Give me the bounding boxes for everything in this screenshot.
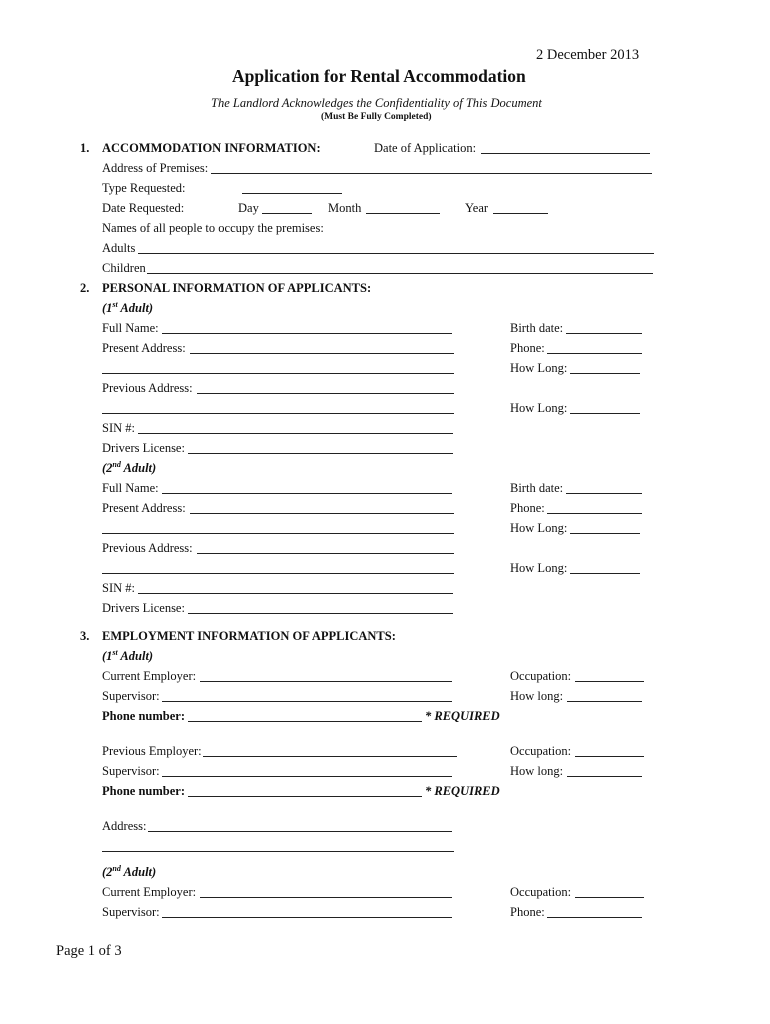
- day-label: Day: [238, 201, 259, 215]
- supervisor-label: Supervisor:: [102, 764, 160, 778]
- adult-1-current-employer-field[interactable]: [200, 681, 452, 682]
- required-marker: * REQUIRED: [425, 709, 500, 723]
- adult-2-employer-phone-field[interactable]: [547, 917, 642, 918]
- how-long-label: How Long:: [510, 521, 568, 535]
- current-employer-label: Current Employer:: [102, 669, 197, 683]
- how-long-label: How Long:: [510, 401, 568, 415]
- section-3-heading: EMPLOYMENT INFORMATION OF APPLICANTS:: [102, 629, 396, 643]
- adult-2-phone-field[interactable]: [547, 513, 642, 514]
- employment-adult-1-subheading: (1st Adult): [102, 647, 154, 663]
- date-of-application-field[interactable]: [481, 153, 650, 154]
- required-marker: * REQUIRED: [425, 784, 500, 798]
- adult-1-drivers-license-field[interactable]: [188, 453, 453, 454]
- adult-2-subheading: (2nd Adult): [102, 459, 157, 475]
- current-employer-label: Current Employer:: [102, 885, 197, 899]
- adult-1-present-how-long-field[interactable]: [570, 373, 640, 374]
- full-name-label: Full Name:: [102, 481, 159, 495]
- section-2-heading: PERSONAL INFORMATION OF APPLICANTS:: [102, 281, 372, 295]
- adult-1-previous-employer-field[interactable]: [203, 756, 457, 757]
- confidentiality-subtitle: The Landlord Acknowledges the Confidentiality of This Document: [211, 96, 542, 110]
- drivers-license-label: Drivers License:: [102, 601, 185, 615]
- adult-2-previous-address-line-2[interactable]: [102, 573, 454, 574]
- present-address-label: Present Address:: [102, 501, 186, 515]
- adult-1-sin-field[interactable]: [138, 433, 453, 434]
- birth-date-label: Birth date:: [510, 321, 564, 335]
- phone-number-label: Phone number:: [102, 784, 185, 798]
- occupation-label: Occupation:: [510, 744, 572, 758]
- adult-1-previous-supervisor-field[interactable]: [162, 776, 452, 777]
- adult-1-previous-occupation-field[interactable]: [575, 756, 644, 757]
- phone-label: Phone:: [510, 341, 545, 355]
- phone-number-label: Phone number:: [102, 709, 185, 723]
- occupation-label: Occupation:: [510, 885, 572, 899]
- adult-1-previous-address-field[interactable]: [197, 393, 454, 394]
- adult-1-previous-how-long-field[interactable]: [567, 776, 642, 777]
- employment-adult-2-subheading: (2nd Adult): [102, 863, 157, 879]
- adult-2-present-address-line-2[interactable]: [102, 533, 454, 534]
- adult-2-supervisor-field[interactable]: [162, 917, 452, 918]
- adult-2-previous-address-field[interactable]: [197, 553, 454, 554]
- page-number: Page 1 of 3: [56, 943, 122, 959]
- how-long-label: How long:: [510, 764, 564, 778]
- adult-1-previous-employer-phone-field[interactable]: [188, 796, 422, 797]
- section-2-number: 2.: [80, 281, 90, 295]
- month-field[interactable]: [366, 213, 440, 214]
- adult-1-occupation-field[interactable]: [575, 681, 644, 682]
- how-long-label: How Long:: [510, 561, 568, 575]
- children-field[interactable]: [147, 273, 653, 274]
- address-label: Address:: [102, 819, 147, 833]
- section-1-number: 1.: [80, 141, 90, 155]
- adult-2-sin-field[interactable]: [138, 593, 453, 594]
- sin-label: SIN #:: [102, 581, 135, 595]
- how-long-label: How long:: [510, 689, 564, 703]
- adult-1-previous-how-long-field[interactable]: [570, 413, 640, 414]
- previous-employer-label: Previous Employer:: [102, 744, 202, 758]
- adult-1-employer-address-line-2[interactable]: [102, 851, 454, 852]
- address-of-premises-field[interactable]: [211, 173, 652, 174]
- children-label: Children: [102, 261, 146, 275]
- completion-note: (Must Be Fully Completed): [321, 112, 432, 122]
- occupation-label: Occupation:: [510, 669, 572, 683]
- year-field[interactable]: [493, 213, 548, 214]
- adult-1-employment-how-long-field[interactable]: [567, 701, 642, 702]
- names-of-occupants-label: Names of all people to occupy the premises:: [102, 221, 324, 235]
- adult-2-present-how-long-field[interactable]: [570, 533, 640, 534]
- date-requested-label: Date Requested:: [102, 201, 185, 215]
- type-requested-field[interactable]: [242, 193, 342, 194]
- adult-2-current-employer-field[interactable]: [200, 897, 452, 898]
- adult-1-subheading: (1st Adult): [102, 299, 154, 315]
- day-field[interactable]: [262, 213, 312, 214]
- adult-1-present-address-line-2[interactable]: [102, 373, 454, 374]
- full-name-label: Full Name:: [102, 321, 159, 335]
- supervisor-label: Supervisor:: [102, 689, 160, 703]
- adult-1-phone-field[interactable]: [547, 353, 642, 354]
- type-requested-label: Type Requested:: [102, 181, 186, 195]
- page-title: Application for Rental Accommodation: [232, 66, 526, 86]
- adult-2-full-name-field[interactable]: [162, 493, 452, 494]
- adult-2-occupation-field[interactable]: [575, 897, 644, 898]
- phone-label: Phone:: [510, 501, 545, 515]
- birth-date-label: Birth date:: [510, 481, 564, 495]
- adult-1-birth-date-field[interactable]: [566, 333, 642, 334]
- address-of-premises-label: Address of Premises:: [102, 161, 209, 175]
- document-date: 2 December 2013: [536, 47, 640, 63]
- previous-address-label: Previous Address:: [102, 381, 193, 395]
- year-label: Year: [465, 201, 489, 215]
- adult-1-employer-phone-field[interactable]: [188, 721, 422, 722]
- phone-label: Phone:: [510, 905, 545, 919]
- adult-1-full-name-field[interactable]: [162, 333, 452, 334]
- supervisor-label: Supervisor:: [102, 905, 160, 919]
- present-address-label: Present Address:: [102, 341, 186, 355]
- adult-2-birth-date-field[interactable]: [566, 493, 642, 494]
- section-1-heading: ACCOMMODATION INFORMATION:: [102, 141, 321, 155]
- adult-1-previous-address-line-2[interactable]: [102, 413, 454, 414]
- adult-1-supervisor-field[interactable]: [162, 701, 452, 702]
- adult-2-previous-how-long-field[interactable]: [570, 573, 640, 574]
- previous-address-label: Previous Address:: [102, 541, 193, 555]
- how-long-label: How Long:: [510, 361, 568, 375]
- adult-1-present-address-field[interactable]: [190, 353, 454, 354]
- section-3-number: 3.: [80, 629, 90, 643]
- date-of-application-label: Date of Application:: [374, 141, 477, 155]
- adults-field[interactable]: [138, 253, 654, 254]
- adult-2-present-address-field[interactable]: [190, 513, 454, 514]
- drivers-license-label: Drivers License:: [102, 441, 185, 455]
- adult-2-drivers-license-field[interactable]: [188, 613, 453, 614]
- month-label: Month: [328, 201, 362, 215]
- adult-1-employer-address-field[interactable]: [148, 831, 452, 832]
- sin-label: SIN #:: [102, 421, 135, 435]
- adults-label: Adults: [102, 241, 136, 255]
